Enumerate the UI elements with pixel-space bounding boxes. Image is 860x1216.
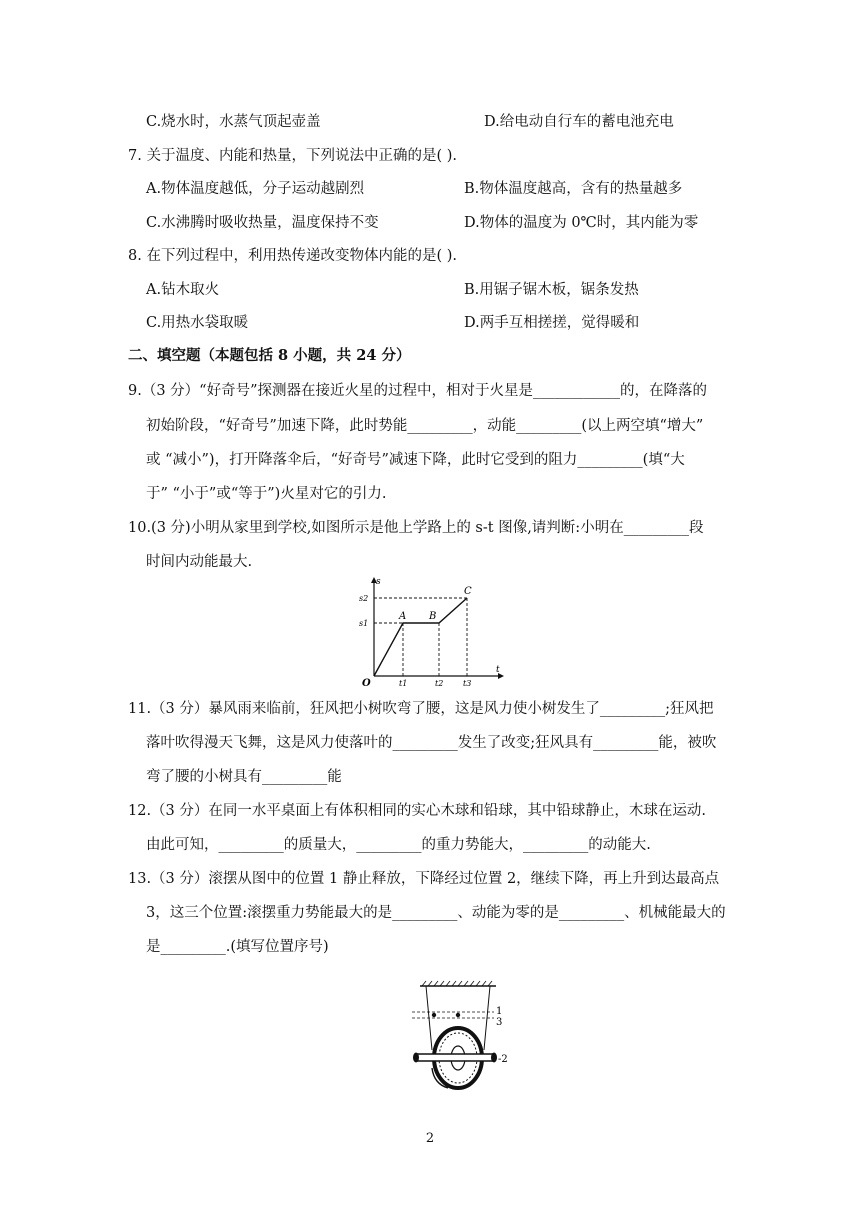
q11-line-3: 弯了腰的小树具有_________能: [146, 769, 342, 785]
s-t-graph: [356, 574, 506, 688]
s-axis-label: s: [376, 577, 381, 587]
q8-option-c: C.用热水袋取暖: [146, 315, 249, 331]
q8-stem: 8. 在下列过程中，利用热传递改变物体内能的是( ).: [128, 248, 457, 264]
position-marker-left: [432, 1013, 436, 1017]
q7-option-b: B.物体温度越高，含有的热量越多: [464, 181, 683, 197]
q10-line-1: 10.(3 分)小明从家里到学校,如图所示是他上学路上的 s-t 图像,请判断:小明在_________段: [128, 520, 704, 536]
q10-line-2: 时间内动能最大.: [146, 554, 253, 570]
s-t-curve: [374, 598, 467, 676]
q13-line-2: 3，这三个位置:滚摆重力势能最大的是_________、动能为零的是_________、机械能最大的: [146, 905, 726, 921]
position-2-label: -2: [498, 1054, 508, 1065]
q7-option-d: D.物体的温度为 0℃时，其内能为零: [464, 215, 699, 231]
q9-line-4: 于” “小于”或“等于”)火星对它的引力.: [146, 486, 387, 502]
q7-stem: 7. 关于温度、内能和热量，下列说法中正确的是( ).: [128, 148, 457, 164]
t-axis-label: t: [496, 665, 500, 675]
axle-left-end: [413, 1053, 419, 1063]
position-marker-center: [456, 1013, 460, 1017]
q12-line-2: 由此可知，_________的质量大，_________的重力势能大，_________的动能大.: [146, 837, 651, 853]
section-heading-fill-in: 二、填空题（本题包括 8 小题，共 24 分）: [128, 347, 411, 364]
rolling-pendulum-figure: [404, 980, 516, 1094]
q11-line-2: 落叶吹得漫天飞舞，这是风力使落叶的_________发生了改变;狂风具有_________能，被吹: [146, 735, 717, 751]
q9-line-3: 或 “减小”)，打开降落伞后，“好奇号”减速下降，此时它受到的阻力_________(填“大: [146, 452, 685, 468]
point-c-label: C: [464, 586, 472, 597]
t2-label: t2: [435, 679, 444, 688]
point-a-label: A: [399, 611, 407, 622]
q9-line-1: 9.（3 分）“好奇号”探测器在接近火星的过程中，相对于火星是____________的，在降落的: [128, 383, 707, 399]
position-1-label: 1: [496, 1006, 503, 1017]
q8-option-a: A.钻木取火: [146, 282, 220, 298]
axle-right-end: [491, 1053, 497, 1063]
t3-label: t3: [463, 679, 472, 688]
q7-option-c: C.水沸腾时吸收热量，温度保持不变: [146, 215, 379, 231]
origin-label: O: [362, 678, 371, 688]
s2-label: s2: [359, 594, 369, 603]
point-b-label: B: [429, 611, 437, 622]
q12-line-1: 12.（3 分）在同一水平桌面上有体积相同的实心木球和铅球，其中铅球静止，木球在运动.: [128, 803, 706, 819]
q8-option-b: B.用锯子锯木板，锯条发热: [464, 282, 639, 298]
t1-label: t1: [399, 679, 408, 688]
q9-line-2: 初始阶段，“好奇号”加速下降，此时势能_________，动能_________(以上两空填“增大”: [146, 418, 704, 434]
axle: [414, 1054, 496, 1061]
q6-option-c: C.烧水时，水蒸气顶起壶盖: [146, 114, 321, 130]
q8-option-d: D.两手互相搓搓，觉得暖和: [464, 315, 640, 331]
page-number: 2: [425, 1131, 435, 1146]
q7-option-a: A.物体温度越低，分子运动越剧烈: [146, 181, 365, 197]
q11-line-1: 11.（3 分）暴风雨来临前，狂风把小树吹弯了腰，这是风力使小树发生了_________;狂风把: [128, 701, 714, 717]
position-3-label: 3: [496, 1017, 503, 1028]
s1-label: s1: [359, 619, 369, 628]
q13-line-3: 是_________.(填写位置序号): [146, 939, 329, 955]
q13-line-1: 13.（3 分）滚摆从图中的位置 1 静止释放，下降经过位置 2，继续下降，再上升到达最高点: [128, 871, 720, 887]
q6-option-d: D.给电动自行车的蓄电池充电: [484, 114, 674, 130]
